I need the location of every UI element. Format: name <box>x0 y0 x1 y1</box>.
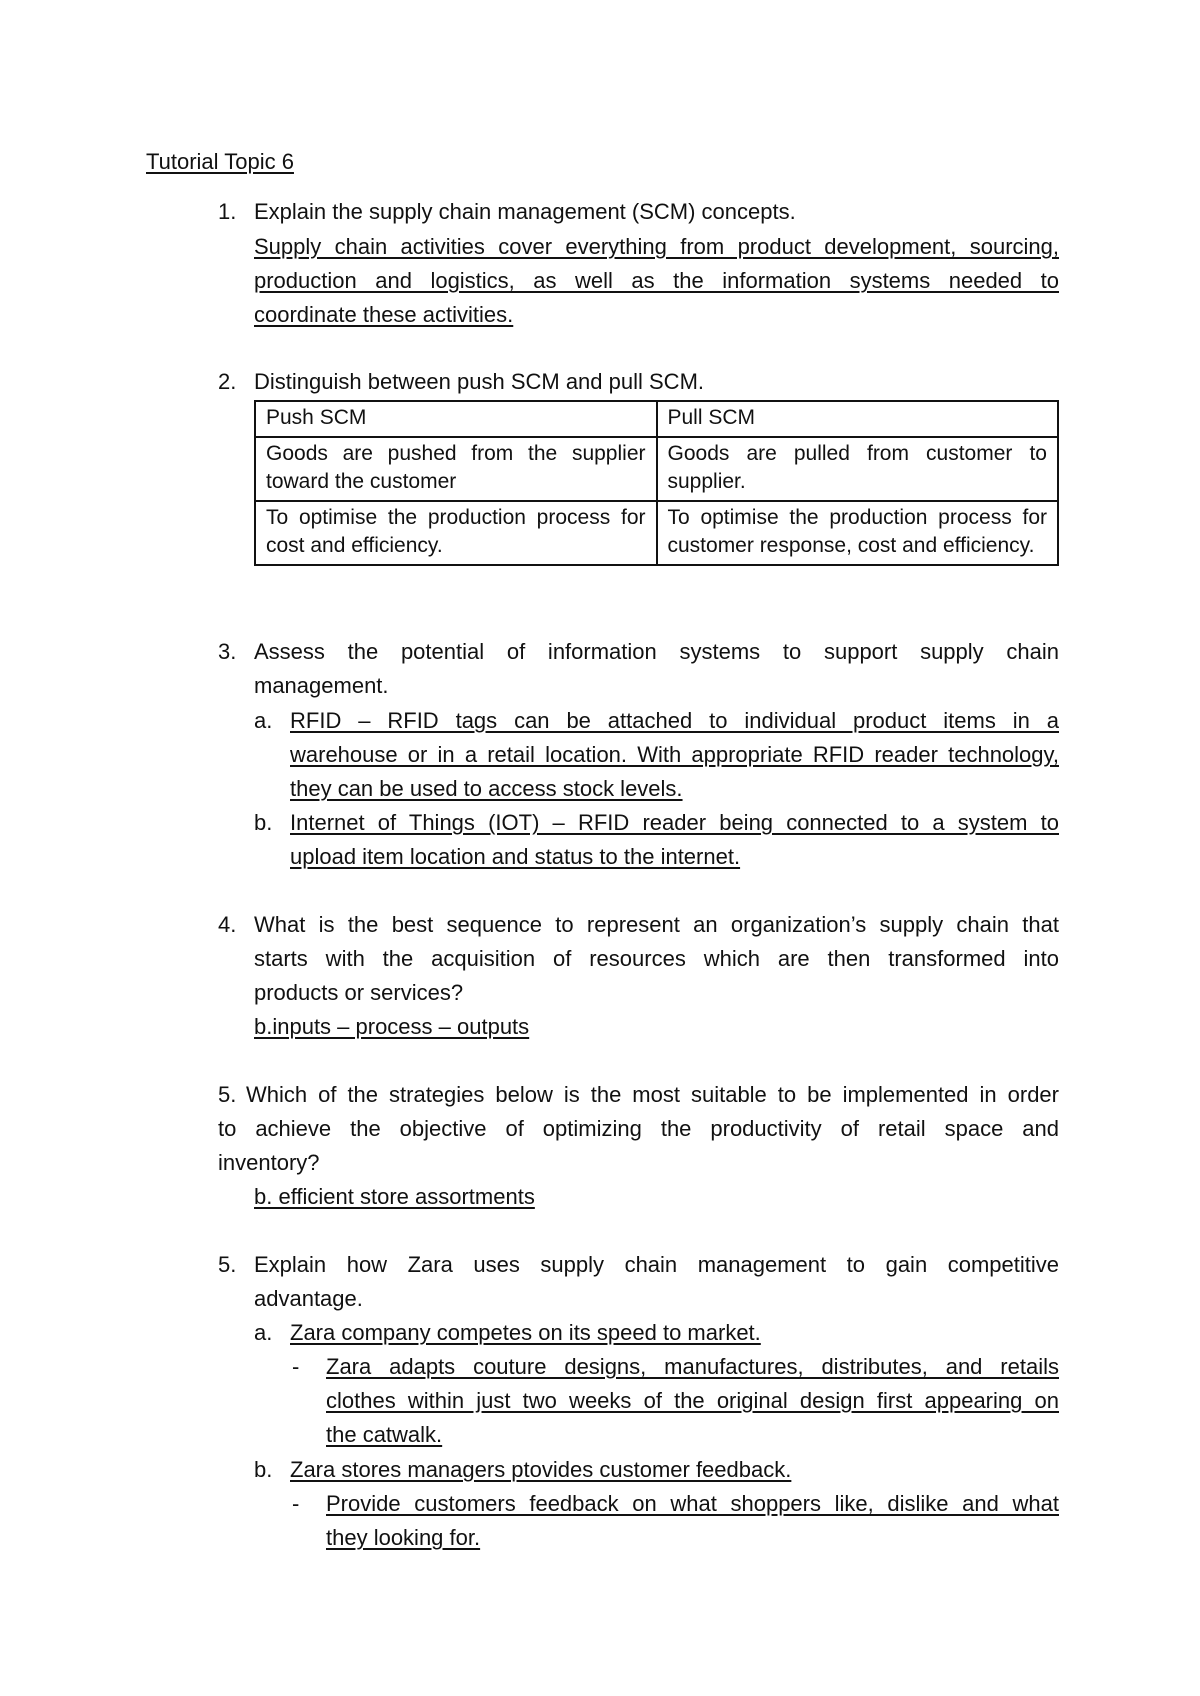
q5a-question-line: Which of the strategies below is the most suitable to be implemented in order <box>246 1082 1059 1107</box>
q5b-sub-line: Provide customers feedback on what shoppers like, dislike and what <box>326 1491 1059 1516</box>
q1-number: 1. <box>218 199 237 224</box>
table-cell: To optimise the production process for cost and efficiency. <box>255 501 657 565</box>
q5b-sub-line: Zara adapts couture designs, manufactures, distributes, and retails <box>326 1354 1059 1379</box>
table-header-push: Push SCM <box>255 401 657 437</box>
q3-question-line: management. <box>254 673 389 698</box>
q3-item-line: Internet of Things (IOT) – RFID reader being connected to a system to <box>290 810 1059 835</box>
table-row <box>255 501 1058 565</box>
q3-item-line: they can be used to access stock levels. <box>290 776 683 801</box>
q3-item-line: RFID – RFID tags can be attached to individual product items in a <box>290 708 1059 733</box>
q3-item-marker: b. <box>254 810 273 835</box>
q5b-sub-line: the catwalk. <box>326 1422 443 1447</box>
q3-number: 3. <box>218 639 237 664</box>
q5b-item-marker: b. <box>254 1457 273 1482</box>
table-cell: To optimise the production process for customer response, cost and efficiency. <box>657 501 1059 565</box>
table-row <box>255 437 1058 501</box>
q3-item-line: upload item location and status to the internet. <box>290 844 741 869</box>
q5a-question-line: to achieve the objective of optimizing the productivity of retail space and <box>218 1116 1059 1141</box>
q4-number: 4. <box>218 912 237 937</box>
q5b-sub-line: they looking for. <box>326 1525 481 1550</box>
table-cell: Goods are pushed from the supplier toward the customer <box>255 437 657 501</box>
q5b-item-text: Zara stores managers ptovides customer feedback. <box>290 1457 792 1482</box>
table-header-pull: Pull SCM <box>657 401 1059 437</box>
q2-number: 2. <box>218 369 237 394</box>
q5a-number: 5. <box>218 1082 237 1107</box>
table-header-row <box>255 401 1058 437</box>
q1-answer-line: Supply chain activities cover everything from product development, sourcing, <box>254 234 1059 259</box>
q4-answer: b.inputs – process – outputs <box>254 1014 530 1039</box>
q5b-question-line: advantage. <box>254 1286 363 1311</box>
q3-item-line: warehouse or in a retail location. With appropriate RFID reader technology, <box>290 742 1059 767</box>
q5b-sub-line: clothes within just two weeks of the original design first appearing on <box>326 1388 1059 1413</box>
q1-question: Explain the supply chain management (SCM) concepts. <box>254 199 796 224</box>
q1-answer-line: production and logistics, as well as the information systems needed to <box>254 268 1059 293</box>
q4-question-line: products or services? <box>254 980 464 1005</box>
q5b-item-marker: a. <box>254 1320 273 1345</box>
q1-answer-line: coordinate these activities. <box>254 302 514 327</box>
q5b-number: 5. <box>218 1252 237 1277</box>
q4-question-line: What is the best sequence to represent an organization’s supply chain that <box>254 912 1059 937</box>
q3-question-line: Assess the potential of information systems to support supply chain <box>254 639 1059 664</box>
push-pull-table <box>254 400 1059 566</box>
q5a-question-line: inventory? <box>218 1150 320 1175</box>
q5a-answer: b. efficient store assortments <box>254 1184 535 1209</box>
q5b-question-line: Explain how Zara uses supply chain management to gain competitive <box>254 1252 1059 1277</box>
table-cell: Goods are pulled from customer to supplier. <box>657 437 1059 501</box>
q4-question-line: starts with the acquisition of resources which are then transformed into <box>254 946 1059 971</box>
q5b-item-text: Zara company competes on its speed to market. <box>290 1320 761 1345</box>
q2-question: Distinguish between push SCM and pull SCM. <box>254 369 705 394</box>
page-title: Tutorial Topic 6 <box>146 149 294 174</box>
q3-item-marker: a. <box>254 708 273 733</box>
dash-marker: - <box>292 1354 300 1379</box>
dash-marker: - <box>292 1491 300 1516</box>
